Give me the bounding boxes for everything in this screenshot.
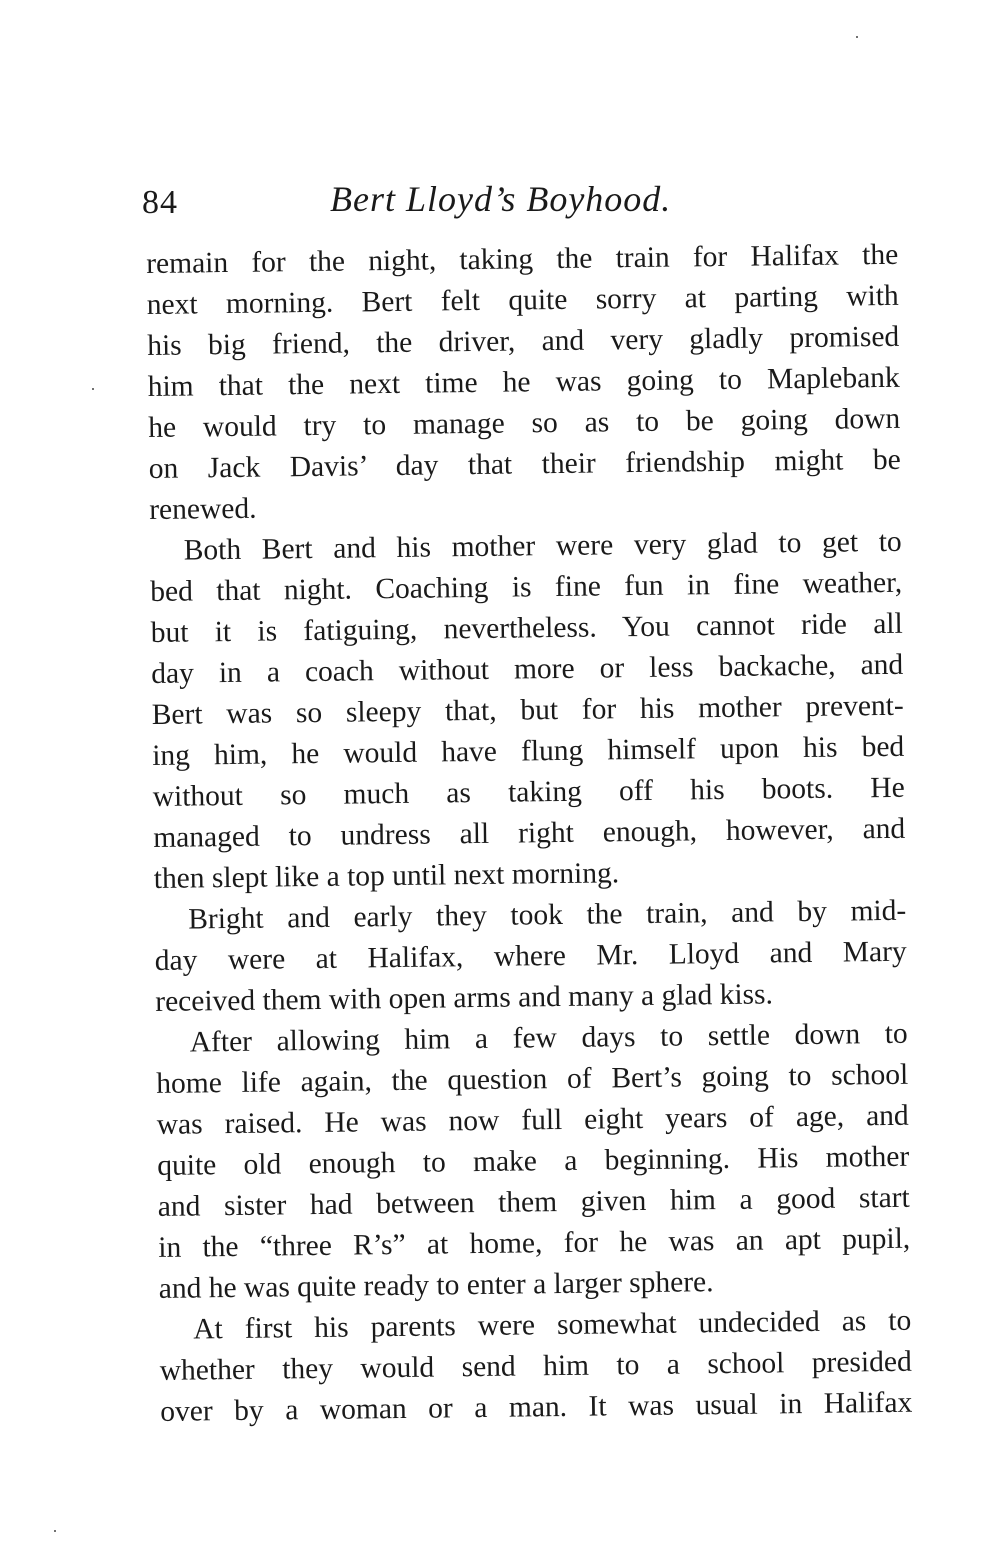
paragraph: [146, 235, 901, 531]
text-line: whether they would send him to a school presided: [159, 1345, 912, 1387]
text-line: After allowing him a few days to settle down to: [189, 1017, 908, 1059]
text-line: next morning. Bert felt quite sorry at parting with: [146, 279, 899, 321]
text-line: Both Bert and his mother were very glad to get to: [183, 525, 902, 567]
text-line: home life again, the question of Bert’s going to school: [156, 1058, 909, 1100]
text-line: in the “three R’s” at home, for he was an apt pupil,: [158, 1222, 911, 1264]
text-line: managed to undress all right enough, however, and: [153, 812, 906, 854]
text-line: ing him, he would have flung himself upon his bed: [152, 730, 905, 772]
paragraph: [154, 891, 907, 1023]
text-line: his big friend, the driver, and very gladly promised: [147, 320, 900, 362]
text-line: quite old enough to make a beginning. His mother: [157, 1140, 910, 1182]
paragraph: [159, 1301, 912, 1433]
text-line: but it is fatiguing, nevertheless. You cannot ride all: [150, 607, 903, 649]
paragraph: [156, 1014, 911, 1310]
text-line: renewed.: [149, 492, 257, 526]
text-line: he would try to manage so as to be going down: [148, 402, 901, 444]
text-line: on Jack Davis’ day that their friendship might be: [148, 443, 901, 485]
text-line: then slept like a top until next morning.: [153, 857, 620, 895]
body-text: [146, 235, 912, 1433]
text-line: At first his parents were somewhat undecided as to: [193, 1304, 912, 1346]
text-line: day in a coach without more or less backache, and: [151, 648, 904, 690]
paragraph: [150, 522, 906, 900]
text-line: received them with open arms and many a glad kiss.: [155, 978, 774, 1018]
text-line: remain for the night, taking the train for Halifax the: [146, 238, 899, 280]
text-line: and sister had between them given him a good start: [157, 1181, 910, 1223]
scan-speck: [92, 388, 94, 390]
text-line: Bert was so sleepy that, but for his mother prevent-: [151, 689, 904, 731]
text-line: without so much as taking off his boots. He: [152, 771, 905, 813]
text-line: Bright and early they took the train, and by mid-: [188, 894, 907, 936]
text-line: day were at Halifax, where Mr. Lloyd and Mary: [154, 935, 907, 977]
page-number: 84: [142, 184, 178, 221]
text-line: bed that night. Coaching is fine fun in fine weather,: [150, 566, 903, 608]
running-title: Bert Lloyd’s Boyhood.: [330, 179, 672, 219]
scan-speck: [856, 36, 858, 38]
text-line: was raised. He was now full eight years of age, and: [156, 1099, 909, 1141]
text-line: him that the next time he was going to Maplebank: [147, 361, 900, 403]
text-line: over by a woman or a man. It was usual in Halifax: [160, 1386, 913, 1428]
scan-speck: [54, 1530, 56, 1532]
text-line: and he was quite ready to enter a larger sphere.: [158, 1266, 714, 1305]
page-header: [142, 178, 742, 238]
